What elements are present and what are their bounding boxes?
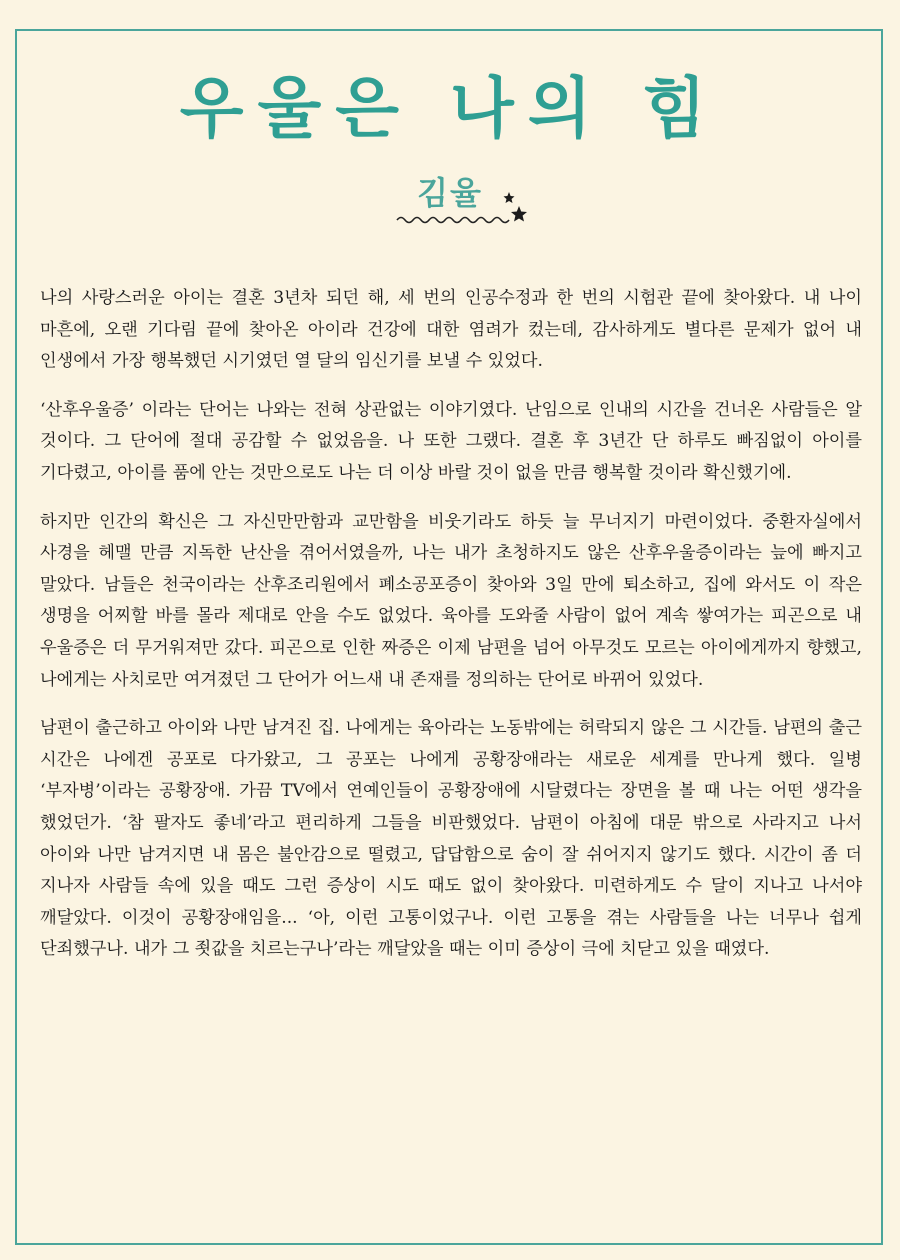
essay-body	[40, 283, 862, 983]
paragraph: 나의 사랑스러운 아이는 결혼 3년차 되던 해, 세 번의 인공수정과 한 번의 시험관 끝에 찾아왔다. 내 나이 마흔에, 오랜 기다림 끝에 찾아온 아이라 건강에 대한 염려가 컸는데, 감사하게도 별다른 문제가 없어 내 인생에서 가장 행복했던 시기였던 열 달의 임신기를 보낼 수 있었다.	[40, 288, 862, 372]
wavy-line-icon	[395, 214, 513, 226]
paragraph: ‘산후우울증’ 이라는 단어는 나와는 전혀 상관없는 이야기였다. 난임으로 인내의 시간을 건너온 사람들은 알 것이다. 그 단어에 절대 공감할 수 없었음을. 나 또한 그랬다. 결혼 후 3년간 단 하루도 빠짐없이 아이를 기다렸고, 아이를 품에 안는 것만으로도 나는 더 이상 바랄 것이 없을 만큼 행복할 것이라 확신했기에.	[40, 399, 862, 483]
page-title: 우울은 나의 힘	[179, 70, 721, 147]
paragraph: 하지만 인간의 확신은 그 자신만만함과 교만함을 비웃기라도 하듯 늘 무너지기 마련이었다. 중환자실에서 사경을 헤맬 만큼 지독한 난산을 겪어서였을까, 나는 내가 초청하지도 않은 산후우울증이라는 늪에 빠지고 말았다. 남들은 천국이라는 산후조리원에서 폐소공포증이 찾아와 3일 만에 퇴소하고, 집에 와서도 이 작은 생명을 어찌할 바를 몰라 제대로 안을 수도 없었다. 육아를 도와줄 사람이 없어 계속 쌓여가는 피곤으로 내 우울증은 더 무거워져만 갔다. 피곤으로 인한 짜증은 이제 남편을 넘어 아무것도 모르는 아이에게까지 향했고, 나에게는 사치로만 여겨졌던 그 단어가 어느새 내 존재를 정의하는 단어로 바뀌어 있었다.	[40, 511, 862, 690]
author-name: 김율	[417, 174, 483, 212]
stars-icon	[502, 190, 532, 226]
paragraph: 남편이 출근하고 아이와 나만 남겨진 집. 나에게는 육아라는 노동밖에는 허락되지 않은 그 시간들. 남편의 출근 시간은 나에겐 공포로 다가왔고, 그 공포는 나에게 공황장애라는 새로운 세계를 만나게 했다. 일병 ‘부자병’이라는 공황장애. 가끔 TV에서 연예인들이 공황장애에 시달렸다는 장면을 볼 때 나는 어떤 생각을 했었던가. ‘참 팔자도 좋네’라고 편리하게 그들을 비판했었다. 남편이 아침에 대문 밖으로 사라지고 나서 아이와 나만 남겨지면 내 몸은 불안감으로 떨렸고, 답답함으로 숨이 잘 쉬어지지 않기도 했다. 시간이 좀 더 지나자 사람들 속에 있을 때도 그런 증상이 시도 때도 없이 찾아왔다. 미련하게도 수 달이 지나고 나서야 깨달았다. 이것이 공황장애임을... ‘아, 이런 고통이었구나. 이런 고통을 겪는 사람들을 나는 너무나 쉽게 단죄했구나. 내가 그 죗값을 치르는구나’라는 깨달았을 때는 이미 증상이 극에 치닫고 있을 때였다.	[40, 718, 862, 960]
